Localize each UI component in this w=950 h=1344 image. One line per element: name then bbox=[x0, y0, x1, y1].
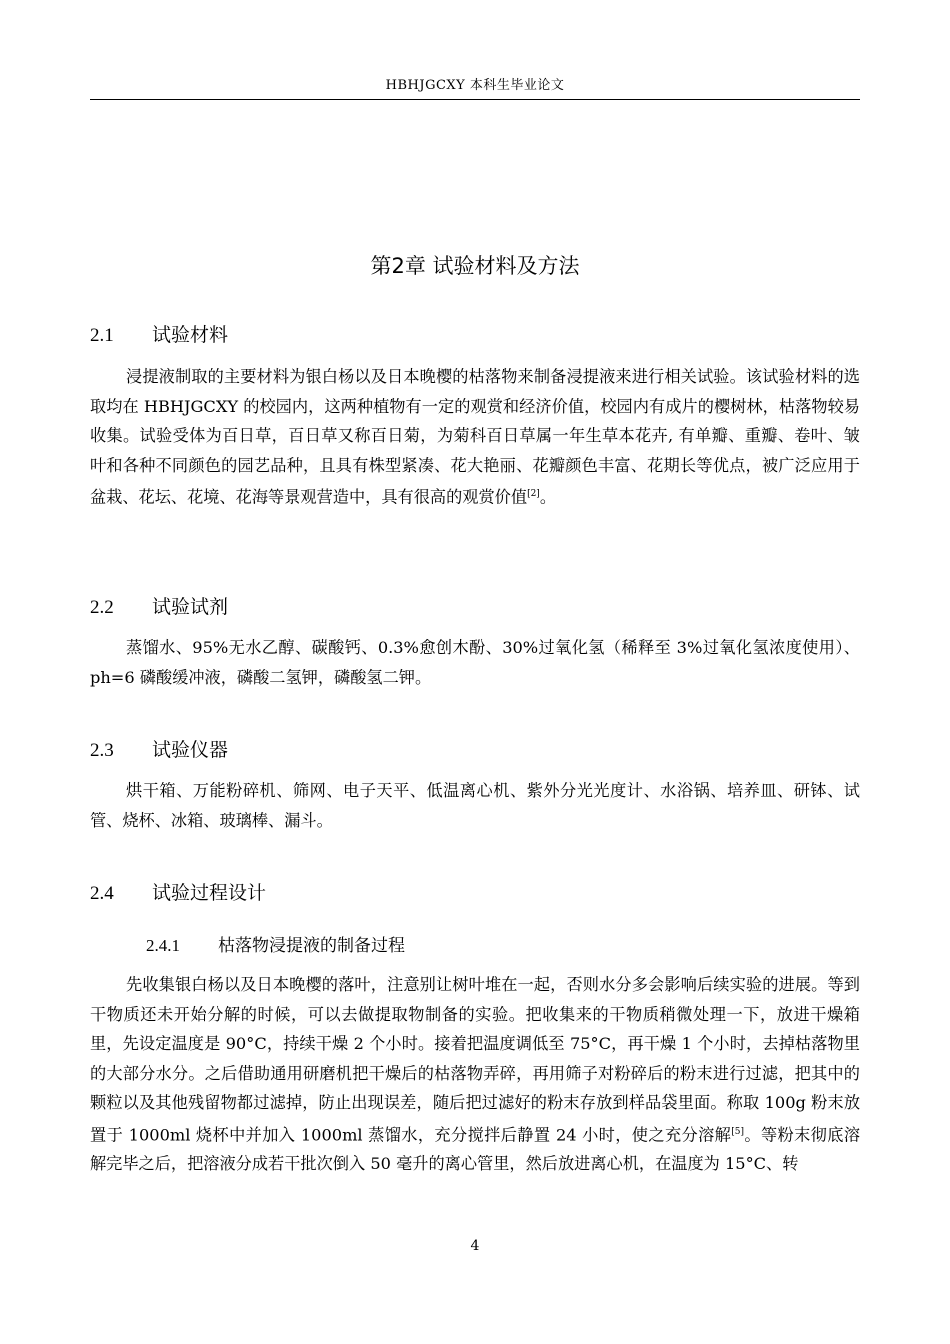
section-heading-2-1 bbox=[90, 320, 228, 347]
section-title: 试验仪器 bbox=[152, 739, 229, 761]
subsection-title: 枯落物浸提液的制备过程 bbox=[218, 936, 405, 956]
citation: [5] bbox=[731, 1126, 744, 1137]
subsection-number: 2.4.1 bbox=[146, 936, 180, 955]
section-number: 2.3 bbox=[90, 740, 114, 761]
section-number: 2.2 bbox=[90, 597, 114, 618]
section-2-2-paragraph bbox=[90, 633, 860, 692]
header-title: HBHJGCXY 本科生毕业论文 bbox=[385, 78, 565, 93]
paragraph-tail: 。 bbox=[539, 487, 556, 507]
section-title: 试验材料 bbox=[152, 324, 229, 346]
section-2-1-paragraph bbox=[90, 362, 860, 512]
section-2-3-paragraph bbox=[90, 776, 860, 835]
section-number: 2.4 bbox=[90, 883, 114, 904]
section-title: 试验试剂 bbox=[152, 596, 229, 618]
paragraph-text: 蒸馏水、95%无水乙醇、碳酸钙、0.3%愈创木酚、30%过氧化氢（稀释至 3%过氧化氢浓度使用）、ph=6 磷酸缓冲液，磷酸二氢钾，磷酸氢二钾。 bbox=[90, 638, 860, 687]
section-heading-2-2 bbox=[90, 592, 228, 619]
subsection-2-4-1-paragraph bbox=[90, 970, 860, 1179]
paragraph-tail: 。等粉末彻底溶解完毕之后，把溶液分成若干批次倒入 50 毫升的离心管里，然后放进离心机，在温度为 15°C、转 bbox=[90, 1124, 861, 1174]
paragraph-text: 先收集银白杨以及日本晚樱的落叶，注意别让树叶堆在一起，否则水分多会影响后续实验的进展。等到干物质还未开始分解的时候，可以去做提取物制备的实验。把收集来的干物质稍微处理一下，放进干燥箱里，先设定温度是 90°C，持续干燥 2 个小时。接着把温度调低至 75°C，再干燥 1 个小时，去掉枯落物里的大部分水分。之后借助通用研磨机把干燥后的枯落物弄碎，再用筛子对粉碎后的粉末进行过滤，把其中的颗粒以及其他残留物都过滤掉，防止出现误差，随后把过滤好的粉末存放到样品袋里面。称取 100g 粉末放置于 1000ml 烧杯中并加入 1000ml 蒸馏水，充分搅拌后静置 24 小时，使之充分溶解 bbox=[90, 975, 860, 1144]
section-heading-2-4 bbox=[90, 878, 266, 905]
page-number: 4 bbox=[470, 1238, 480, 1254]
section-heading-2-3 bbox=[90, 735, 228, 762]
chapter-title: 第2章 试验材料及方法 bbox=[370, 254, 580, 278]
section-title: 试验过程设计 bbox=[152, 882, 267, 904]
paragraph-text: 烘干箱、万能粉碎机、筛网、电子天平、低温离心机、紫外分光光度计、水浴锅、培养皿、研钵、试管、烧杯、冰箱、玻璃棒、漏斗。 bbox=[90, 781, 860, 830]
section-number: 2.1 bbox=[90, 325, 114, 346]
citation: [2] bbox=[527, 489, 540, 499]
paragraph-text: 浸提液制取的主要材料为银白杨以及日本晚樱的枯落物来制备浸提液来进行相关试验。该试验材料的选取均在 HBHJGCXY 的校园内，这两种植物有一定的观赏和经济价值，校园内有成片的樱树林，枯落物较易收集。试验受体为百日草，百日草又称百日菊，为菊科百日草属一年生草本花卉, 有单瓣、重瓣、卷叶、皱叶和各种不同颜色的园艺品种，且具有株型紧凑、花大艳丽、花瓣颜色丰富、花期长等优点，被广泛应用于盆栽、花坛、花境、花海等景观营造中，具有很高的观赏价值 bbox=[90, 367, 860, 507]
subsection-heading-2-4-1 bbox=[146, 931, 405, 956]
page-header bbox=[90, 74, 860, 100]
